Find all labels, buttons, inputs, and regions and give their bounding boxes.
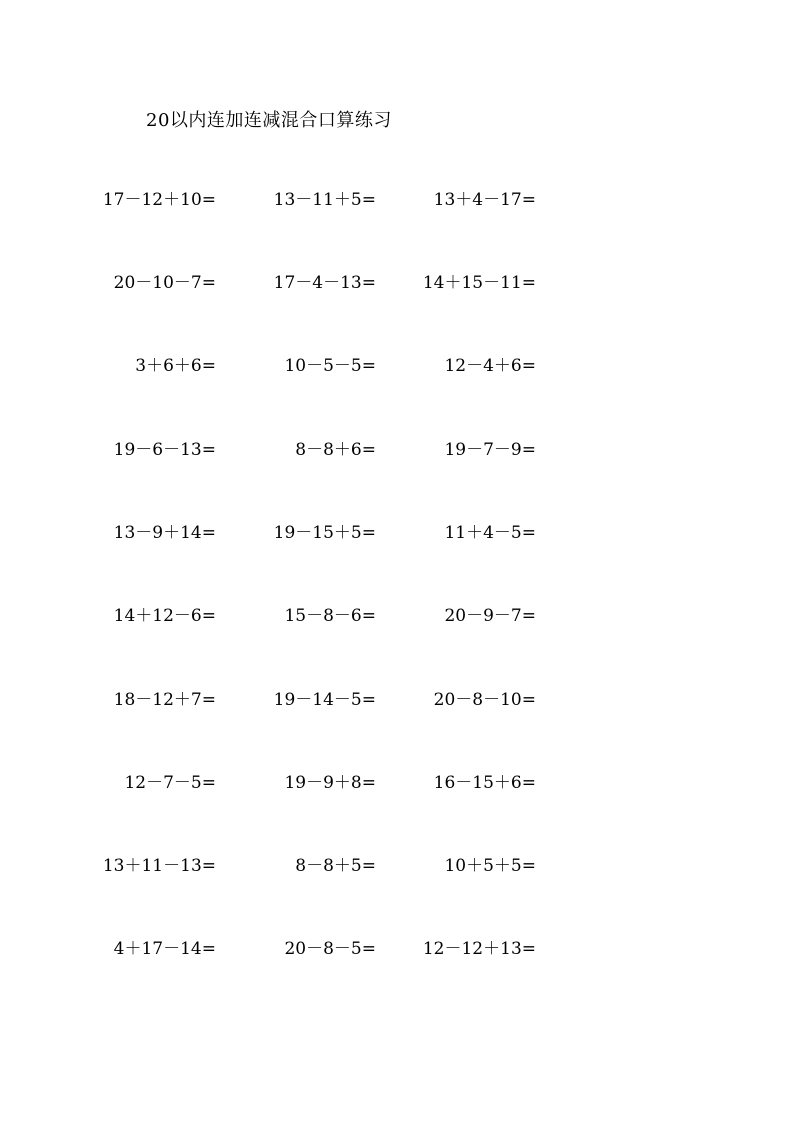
problem-row	[0, 438, 794, 462]
problem: 11＋4－5=	[444, 523, 536, 543]
problem: 13＋4－17=	[433, 190, 536, 210]
problem: 13－11＋5=	[273, 190, 376, 210]
problem-row	[0, 854, 794, 878]
problem-row	[0, 771, 794, 795]
problem: 13＋11－13=	[102, 856, 216, 876]
problem: 12－4＋6=	[444, 356, 536, 376]
problem-row	[0, 188, 794, 212]
problem-row	[0, 604, 794, 628]
problem-row	[0, 271, 794, 295]
problem: 20－9－7=	[444, 606, 536, 626]
problem: 8－8＋5=	[295, 856, 376, 876]
problem: 19－15＋5=	[273, 523, 376, 543]
problem: 18－12＋7=	[113, 690, 216, 710]
problem: 16－15＋6=	[433, 773, 536, 793]
problem: 8－8＋6=	[295, 440, 376, 460]
problem: 19－14－5=	[273, 690, 376, 710]
problem: 4＋17－14=	[113, 939, 216, 959]
problem-row	[0, 521, 794, 545]
problem: 10＋5＋5=	[444, 856, 536, 876]
problem: 17－4－13=	[273, 273, 376, 293]
problem: 20－8－10=	[433, 690, 536, 710]
problem: 19－7－9=	[444, 440, 536, 460]
problem: 14＋15－11=	[422, 273, 536, 293]
problem: 15－8－6=	[284, 606, 376, 626]
problem: 10－5－5=	[284, 356, 376, 376]
problem: 14＋12－6=	[113, 606, 216, 626]
problem-row	[0, 688, 794, 712]
problem-row	[0, 937, 794, 961]
page-title: 20以内连加连减混合口算练习	[146, 110, 392, 131]
problem: 12－12＋13=	[422, 939, 536, 959]
problem: 20－10－7=	[113, 273, 216, 293]
problem: 17－12＋10=	[102, 190, 216, 210]
problem: 12－7－5=	[124, 773, 216, 793]
problem: 20－8－5=	[284, 939, 376, 959]
problem: 3＋6＋6=	[135, 356, 216, 376]
problem: 19－6－13=	[113, 440, 216, 460]
problem: 13－9＋14=	[113, 523, 216, 543]
problem: 19－9＋8=	[284, 773, 376, 793]
problem-row	[0, 354, 794, 378]
